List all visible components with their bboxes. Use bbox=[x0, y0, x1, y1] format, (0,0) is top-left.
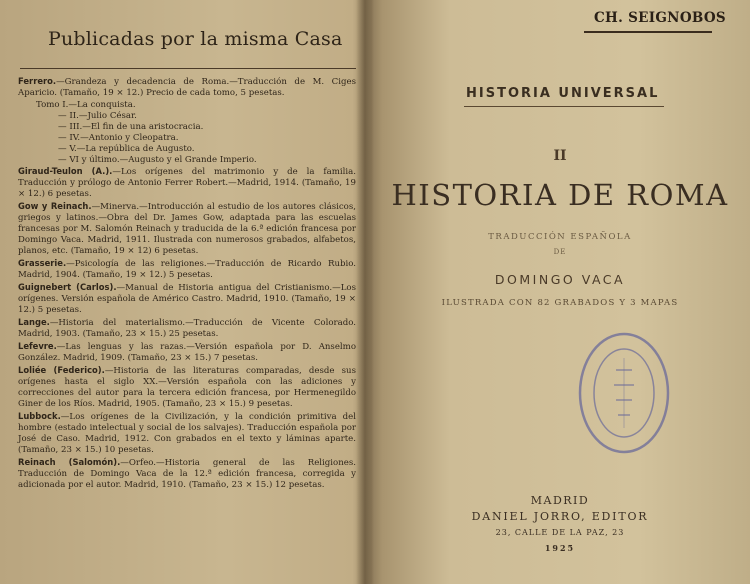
entry-author: Reinach (Salomón). bbox=[18, 457, 121, 467]
catalog-entry bbox=[18, 411, 356, 456]
by-word: DE bbox=[553, 248, 567, 256]
publisher-name: DANIEL JORRO, EDITOR bbox=[471, 510, 649, 523]
illustrations-note: ILUSTRADA CON 82 GRABADOS Y 3 MAPAS bbox=[441, 298, 679, 308]
catalog-entry bbox=[18, 457, 356, 491]
entry-author: Loliée (Federico). bbox=[18, 365, 105, 375]
entry-author: Guignebert (Carlos). bbox=[18, 282, 117, 292]
publisher-address: 23, CALLE DE LA PAZ, 23 bbox=[495, 528, 625, 537]
entry-author: Gow y Reinach. bbox=[18, 201, 92, 211]
entry-text: —Psicología de las religiones.—Traducción de Ricardo Rubio. Madrid, 1904. (Tamaño, 19 × 12.) 5 pesetas. bbox=[18, 259, 356, 280]
library-stamp-icon bbox=[576, 330, 672, 456]
volume-item: — VI y último.—Augusto y el Grande Imperio. bbox=[58, 155, 257, 165]
book-title: HISTORIA DE ROMA bbox=[391, 178, 729, 212]
publisher-city: MADRID bbox=[530, 494, 590, 507]
heading-rule bbox=[20, 68, 356, 69]
author-name: CH. SEIGNOBOS bbox=[594, 10, 726, 26]
catalog-entry bbox=[18, 317, 356, 340]
entry-text: —Grandeza y decadencia de Roma.—Traducción de M. Ciges Aparicio. (Tamaño, 19 × 12.) Precio de cada tomo, 5 pesetas. bbox=[18, 77, 356, 98]
catalog-entry bbox=[18, 258, 356, 281]
catalog-entry bbox=[18, 341, 356, 364]
series-rule bbox=[464, 106, 664, 107]
catalog-entry bbox=[18, 365, 356, 410]
volume-number: II bbox=[553, 148, 567, 164]
catalog-list bbox=[18, 76, 356, 492]
entry-text: —Minerva.—Introducción al estudio de los autores clásicos, griegos y latinos.—Obra del Dr. James Gow, adaptada para las escuelas francesas por M. Salomón Reinach y traducida de la 6.ª edición francesa por Domingo Vaca. Madrid, 1911. Ilustrada con numerosos grabados, alfabetos, planos, etc. (Tamaño, 19 × 12) 6 pesetas. bbox=[18, 202, 356, 256]
volume-item: — II.—Julio César. bbox=[58, 111, 137, 121]
entry-text: —Los orígenes de la Civilización, y la condición primitiva del hombre (estado intelectual y social de los salvajes). Traducción española por José de Caso. Madrid, 1912. Con grabados en el texto y láminas aparte. (Tamaño, 23 × 15.) 10 pesetas. bbox=[18, 412, 356, 455]
left-page bbox=[0, 0, 362, 584]
entry-author: Lubbock. bbox=[18, 411, 61, 421]
entry-text: —Orfeo.—Historia general de las Religiones. Traducción de Domingo Vaca de la 12.ª edición francesa, corregida y adicionada por el autor. Madrid, 1910. (Tamaño, 23 × 15.) 12 pesetas. bbox=[18, 458, 356, 490]
entry-author: Grasserie. bbox=[18, 258, 67, 268]
volume-item: Tomo I.—La conquista. bbox=[36, 100, 136, 110]
entry-text: —Historia de las literaturas comparadas, desde sus orígenes hasta el siglo XX.—Versión española con las adiciones y correcciones del autor para la tercera edición francesa, por Hermenegildo Giner de los Ríos. Madrid, 1905. (Tamaño, 23 × 15.) 9 pesetas. bbox=[18, 366, 356, 409]
right-page bbox=[370, 0, 750, 584]
translator-name: DOMINGO VACA bbox=[494, 272, 626, 287]
entry-author: Lefevre. bbox=[18, 341, 57, 351]
catalog-entry bbox=[18, 201, 356, 257]
left-page-heading: Publicadas por la misma Casa bbox=[48, 28, 343, 50]
entry-text: —Las lenguas y las razas.—Versión española por D. Anselmo González. Madrid, 1909. (Tamaño, 23 × 15.) 7 pesetas. bbox=[18, 342, 356, 363]
publication-year: 1925 bbox=[544, 543, 576, 553]
author-rule bbox=[584, 31, 712, 33]
entry-text: —Manual de Historia antigua del Cristianismo.—Los orígenes. Versión española de Américo Castro. Madrid, 1910. (Tamaño, 19 × 12.) 5 pesetas. bbox=[18, 283, 356, 315]
catalog-entry bbox=[18, 76, 356, 99]
entry-author: Lange. bbox=[18, 317, 50, 327]
translation-note: TRADUCCIÓN ESPAÑOLA bbox=[488, 232, 632, 242]
volume-item: — IV.—Antonio y Cleopatra. bbox=[58, 133, 179, 143]
entry-author: Ferrero. bbox=[18, 76, 57, 86]
entry-text: —Los orígenes del matrimonio y de la familia. Traducción y prólogo de Antonio Ferrer Robert.—Madrid, 1914. (Tamaño, 19 × 12.) 6 pesetas. bbox=[18, 167, 356, 199]
volume-item: — III.—El fin de una aristocracia. bbox=[58, 122, 204, 132]
entry-author: Giraud-Teulon (A.). bbox=[18, 166, 113, 176]
series-title: HISTORIA UNIVERSAL bbox=[466, 86, 660, 101]
entry-text: —Historia del materialismo.—Traducción de Vicente Colorado. Madrid, 1903. (Tamaño, 23 × 15.) 25 pesetas. bbox=[18, 318, 356, 339]
catalog-entry bbox=[18, 282, 356, 316]
volume-item: — V.—La república de Augusto. bbox=[58, 144, 195, 154]
catalog-entry bbox=[18, 166, 356, 200]
